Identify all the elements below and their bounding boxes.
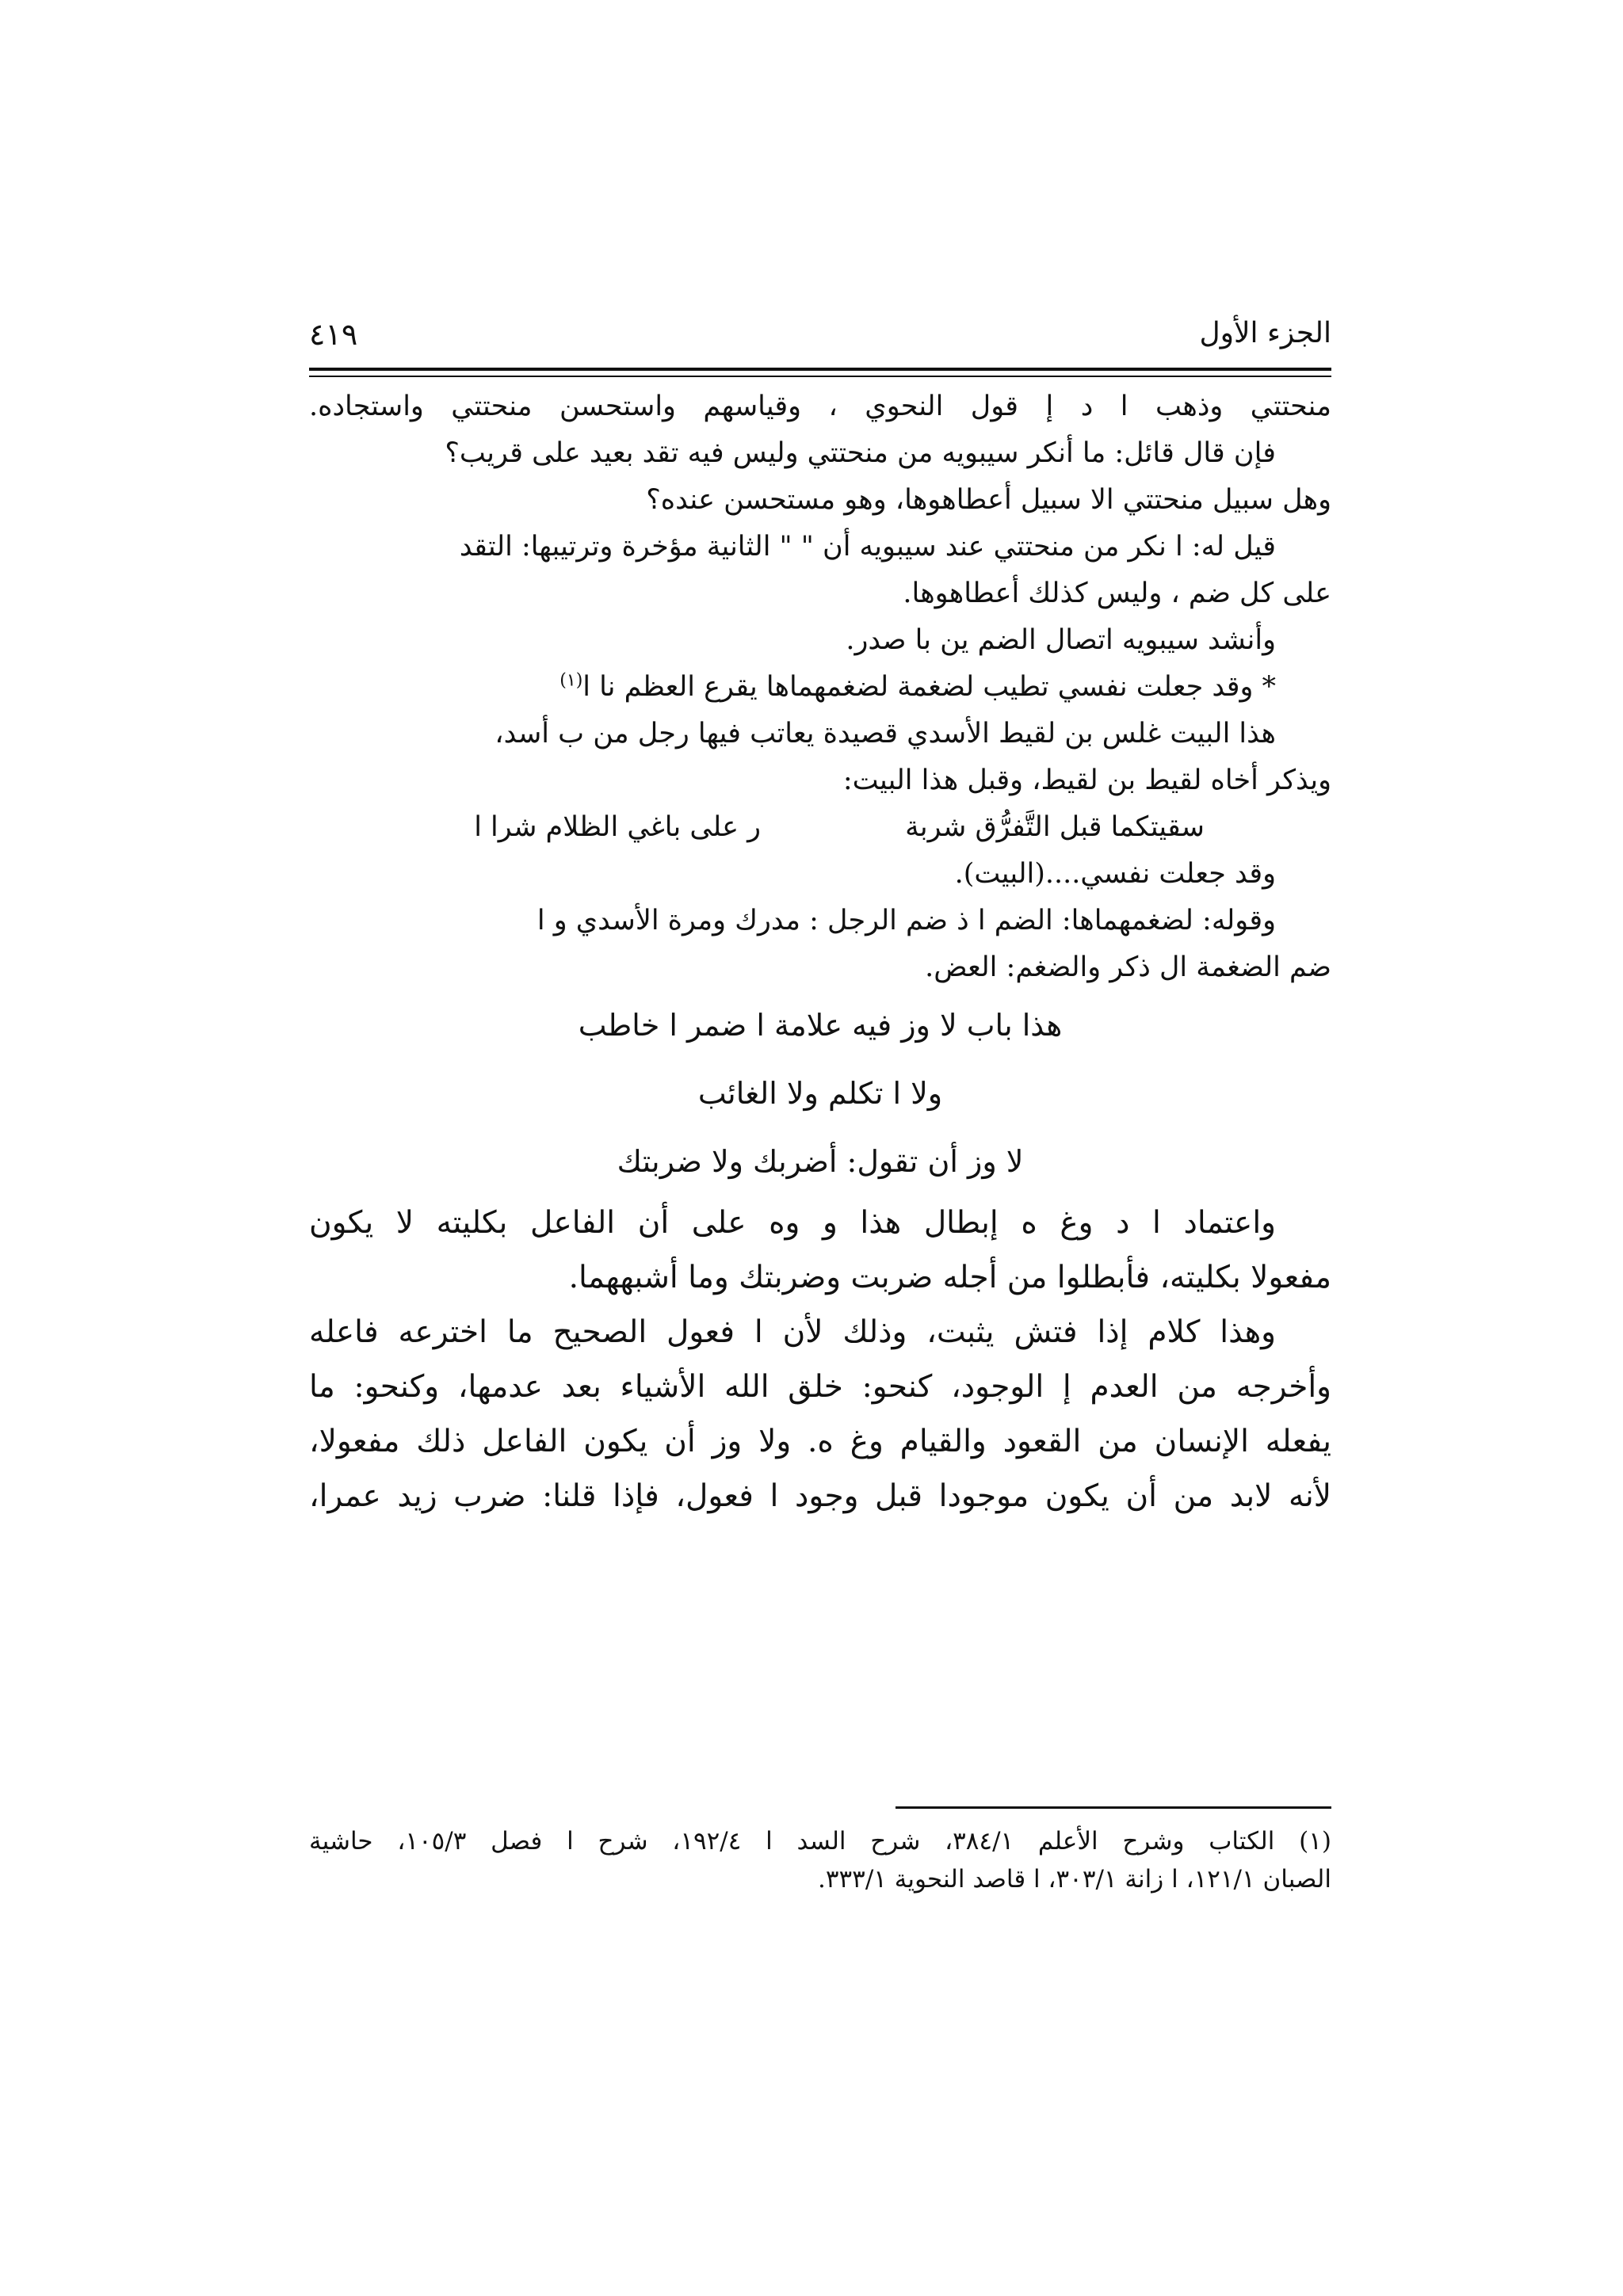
text-line: ضم الضغمة ال ذكر والضغم: العض. <box>925 952 1331 983</box>
text-line: فإن قال قائل: ما أنكر سيبويه من منحتتي وليس فيه تقد بعيد على قريب؟ <box>445 437 1276 469</box>
paragraph-line: يفعله الإنسان من القعود والقيام وغ ه. ولا وز أن يكون الفاعل ذلك مفعولا، <box>309 1424 1331 1459</box>
text-line: وقوله: لضغمهماها: الضم ا ذ ضم الرجل : مدرك ومرة الأسدي و ا <box>537 905 1276 936</box>
poem-hemistich-1: سقيتكما قبل التَّفرُّق شربة <box>905 811 1205 843</box>
verse-line <box>309 664 1331 711</box>
part-title: الجزء الأول <box>1199 317 1331 349</box>
text-line: وقد جعلت نفسي....(البيت). <box>954 858 1276 890</box>
text-line: وهل سبيل منحتتي الا سبيل أعطاهوها، وهو مستحسن عنده؟ <box>646 484 1331 516</box>
text-line: قيل له: ا نكر من منحتتي عند سيبويه أن " " الثانية مؤخرة وترتيبها: التقد <box>459 531 1276 563</box>
text-line: وأنشد سيبويه اتصال الضم ين با صدر. <box>846 624 1276 656</box>
chapter-subheading: لا وز أن تقول: أضربك ولا ضربتك <box>617 1144 1024 1179</box>
text-line: منحتتي وذهب ا د إ قول النحوي ، وقياسهم واستحسن منحتتي واستجاده. <box>309 391 1331 422</box>
paragraph-line: وهذا كلام إذا فتش يثبت، وذلك لأن ا فعول الصحيح ما اخترعه فاعله <box>309 1314 1276 1350</box>
paragraph-line: لأنه لابد من أن يكون موجودا قبل وجود ا فعول، فإذا قلنا: ضرب زيد عمرا، <box>309 1478 1331 1514</box>
paragraph-line: وأخرجه من العدم إ الوجود، كنحو: خلق الله الأشياء بعد عدمها، وكنحو: ما <box>309 1369 1331 1405</box>
page-number: ٤١٩ <box>309 317 358 352</box>
text-line: هذا البيت غلس بن لقيط الأسدي قصيدة يعاتب فيها رجل من ب أسد، <box>495 718 1276 749</box>
text-line: ويذكر أخاه لقيط بن لقيط، وقبل هذا البيت: <box>842 765 1331 796</box>
text-line: على كل ضم ، وليس كذلك أعطاهوها. <box>903 578 1331 609</box>
main-text <box>309 383 1331 1524</box>
footnotes <box>309 1822 1331 1898</box>
footnote-marker: (١) <box>559 670 583 691</box>
header-rule-thick <box>309 368 1331 371</box>
poem-hemistich-2: ر على باغي الظلام شرا ا <box>474 811 761 843</box>
footnote-separator <box>896 1806 1331 1809</box>
running-header <box>309 317 1331 361</box>
chapter-heading: هذا باب لا وز فيه علامة ا ضمر ا خاطب <box>578 1008 1063 1043</box>
poem-verse <box>309 804 1331 851</box>
paragraph-line: واعتماد ا د وغ ه إبطال هذا و وه على أن الفاعل بكليته لا يكون <box>309 1205 1276 1241</box>
paragraph-line: مفعولا بكليته، فأبطلوا من أجله ضربت وضربتك وما أشبههما. <box>568 1260 1331 1295</box>
footnote-line: الصبان ١٢١/١، ا زانة ٣٠٣/١، ا قاصد النحوية ٣٣٣/١. <box>818 1865 1331 1894</box>
verse-text: * وقد جعلت نفسي تطيب لضغمة لضغمهماها يقرع العظم نا ا <box>582 671 1276 703</box>
header-rule-thin <box>309 376 1331 377</box>
chapter-subheading: ولا ا تكلم ولا الغائب <box>697 1076 943 1111</box>
footnote-line: (١) الكتاب وشرح الأعلم ٣٨٤/١، شرح السد ا ١٩٢/٤، شرح ا فصل ١٠٥/٣، حاشية <box>309 1827 1331 1855</box>
